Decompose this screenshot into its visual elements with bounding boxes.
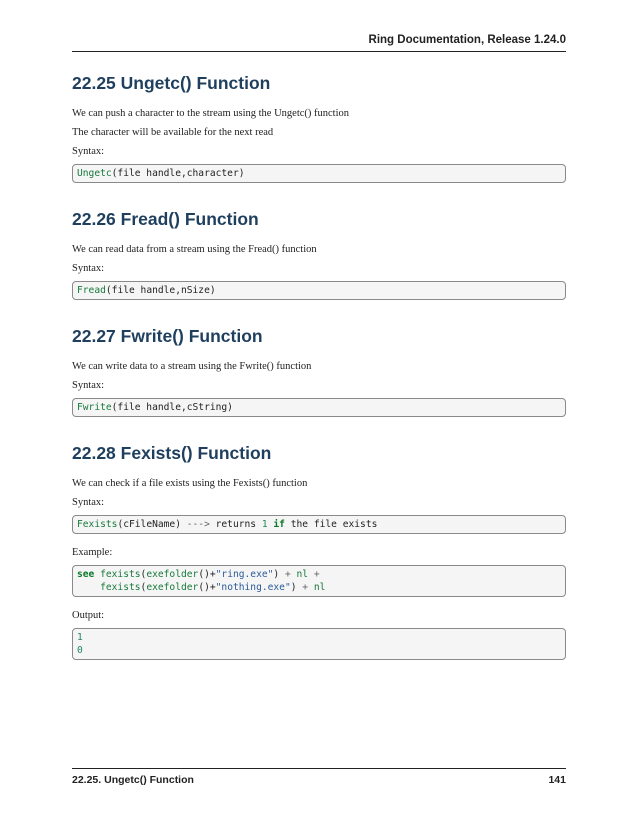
code-text: the file exists bbox=[284, 519, 378, 530]
code-text: ()+ bbox=[198, 582, 216, 593]
page-footer bbox=[72, 768, 566, 787]
code-text: (cFileName) bbox=[117, 519, 187, 530]
paragraph: Syntax: bbox=[72, 146, 105, 157]
code-function: Fexists bbox=[77, 519, 118, 530]
output-line: 0 bbox=[77, 645, 83, 656]
section-heading: 22.26 Fread() Function bbox=[72, 209, 259, 229]
paragraph: Syntax: bbox=[72, 380, 105, 391]
code-arrow: ---> bbox=[186, 519, 210, 530]
code-operator: + bbox=[302, 582, 309, 593]
paragraph: We can read data from a stream using the Fread() function bbox=[72, 244, 317, 255]
code-block bbox=[72, 515, 566, 534]
code-text: (file handle,cString) bbox=[111, 402, 233, 413]
page-content bbox=[72, 60, 566, 660]
header-title: Ring Documentation, Release 1.24.0 bbox=[368, 34, 566, 46]
code-string: "nothing.exe" bbox=[215, 582, 291, 593]
section-fread bbox=[72, 207, 566, 300]
section-heading: 22.25 Ungetc() Function bbox=[72, 73, 271, 93]
paragraph: We can write data to a stream using the Fwrite() function bbox=[72, 361, 312, 372]
code-text: (file handle,nSize) bbox=[105, 285, 216, 296]
section-heading: 22.28 Fexists() Function bbox=[72, 443, 272, 463]
footer-page-number: 141 bbox=[548, 774, 566, 786]
code-string: "ring.exe" bbox=[215, 569, 274, 580]
footer-section-title: 22.25. Ungetc() Function bbox=[72, 774, 194, 786]
code-text: ( bbox=[140, 582, 147, 593]
paragraph: We can push a character to the stream using the Ungetc() function bbox=[72, 108, 350, 119]
code-operator: + bbox=[308, 569, 320, 580]
paragraph: Output: bbox=[72, 610, 105, 621]
output-line: 1 bbox=[77, 632, 83, 643]
code-function: fexists bbox=[100, 569, 141, 580]
paragraph: Syntax: bbox=[72, 497, 105, 508]
code-operator: + bbox=[284, 569, 291, 580]
section-heading: 22.27 Fwrite() Function bbox=[72, 326, 263, 346]
code-function: Fwrite bbox=[77, 402, 112, 413]
code-text: ) bbox=[273, 569, 285, 580]
code-text bbox=[77, 582, 100, 593]
page-header bbox=[72, 33, 566, 52]
code-text: ( bbox=[140, 569, 147, 580]
code-function: exefolder bbox=[146, 582, 199, 593]
code-block bbox=[72, 281, 566, 300]
section-ungetc bbox=[72, 71, 566, 183]
code-block-output bbox=[72, 628, 566, 660]
code-block bbox=[72, 398, 566, 417]
section-fwrite bbox=[72, 324, 566, 417]
code-text: ()+ bbox=[198, 569, 216, 580]
paragraph: We can check if a file exists using the Fexists() function bbox=[72, 478, 308, 489]
paragraph: Syntax: bbox=[72, 263, 105, 274]
code-function: Fread bbox=[77, 285, 106, 296]
code-function: nl bbox=[296, 569, 309, 580]
code-keyword: if bbox=[273, 519, 285, 530]
code-block bbox=[72, 164, 566, 183]
code-keyword: see bbox=[77, 569, 95, 580]
code-text: (file handle,character) bbox=[111, 168, 245, 179]
code-block-example bbox=[72, 565, 566, 597]
code-function: nl bbox=[313, 582, 326, 593]
paragraph: The character will be available for the next read bbox=[72, 127, 274, 138]
code-text: returns bbox=[209, 519, 262, 530]
code-number: 1 bbox=[261, 519, 268, 530]
code-function: Ungetc bbox=[77, 168, 112, 179]
section-fexists bbox=[72, 441, 566, 660]
code-text: ) bbox=[290, 582, 303, 593]
paragraph: Example: bbox=[72, 547, 113, 558]
code-function: fexists bbox=[100, 582, 141, 593]
code-function: exefolder bbox=[146, 569, 199, 580]
